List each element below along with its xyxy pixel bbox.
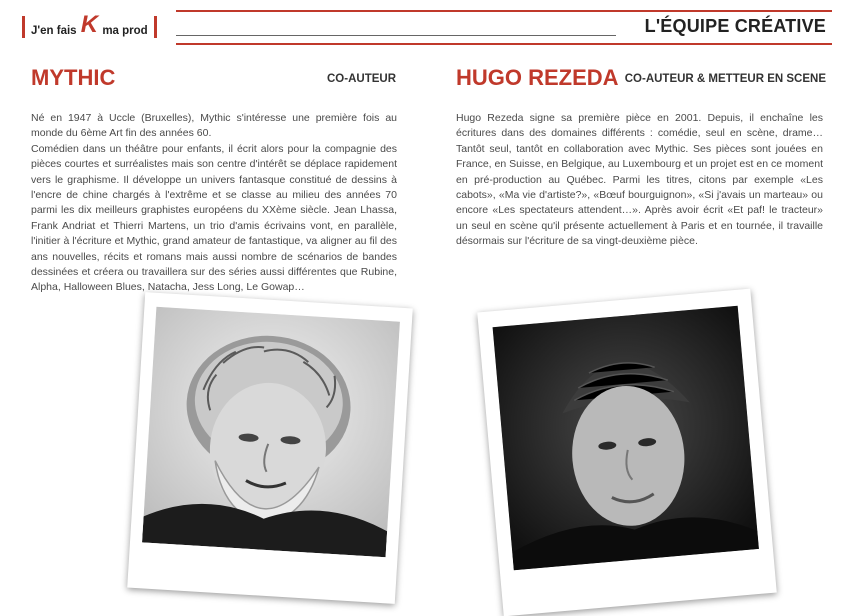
person-bio-right: Hugo Rezeda signe sa première pièce en 2001. Depuis, il enchaîne les écritures dans des domaines différents : comédie, seul en scène, drame… Tantôt seul, tantôt en collaboration avec Mythic. Ses pièces sont jouées en France, en Suisse, en Belgique, au Luxembourg et un projet est en ce moment en pré-production au Québec. Parmi les titres, citons par exemple «Les cabots», «Ma vie d'artiste?», «Bœuf bourguignon», «Si j'avais un marteau» ou encore «Les spectateurs attendent…». Après avoir écrit «Et paf! le tracteur» un seul en scène qu'il présente actuellement à Paris et en tournée, il travaille désormais sur l'écriture de sa vingt-deuxième pièce.	[456, 112, 823, 248]
portrait-photo-right	[493, 306, 759, 571]
person-name-right: HUGO REZEDA	[456, 65, 619, 90]
logo-wordmark	[25, 13, 154, 41]
photo-frame-right	[477, 289, 777, 616]
logo-text-left: J'en fais	[31, 25, 77, 37]
logo-k-mark: K	[80, 11, 99, 38]
person-role-right: CO-AUTEUR & METTEUR EN SCENE	[624, 73, 826, 85]
photo-frame-left	[127, 292, 413, 604]
person-role-left: CO-AUTEUR	[327, 73, 396, 85]
page-title: L'ÉQUIPE CRÉATIVE	[644, 16, 826, 36]
portrait-photo-left	[142, 307, 400, 557]
header-rule-bottom	[176, 43, 832, 45]
logo-right-bar	[154, 16, 157, 38]
person-bio-left: Né en 1947 à Uccle (Bruxelles), Mythic s'intéresse une première fois au monde du 6ème Art fin des années 60. Comédien dans un théâtre pour enfants, il écrit alors pour la compagnie des pièces courtes et surréalistes mais son centre d'intérêt se déplace rapidement vers le graphisme. Il développe un univers fantasque constitué de dessins à l'encre de chine chargés à l'extrême et se classe au milieu des années 70 parmi les dix meilleurs graphistes européens du XXème siècle. Jean Lhassa, Frank Andriat et Thierri Martens, un trio d'amis écrivains vont, en parallèle, l'initier à l'écriture et Mythic, grand amateur de fantastique, va aligner au fil des ans nouvelles, récits et romans mais aussi nombre de scénarios de bandes dessinées et créera ou travaillera sur des séries aussi différentes que Rubine, Alpha, Halloween Blues, Natacha, Jess Long, Le Gowap…	[31, 112, 397, 294]
person-name-left: MYTHIC	[31, 65, 116, 90]
header-rule-top	[176, 10, 832, 12]
header-rule-middle	[176, 35, 616, 36]
brand-logo	[22, 11, 157, 40]
logo-text-right: ma prod	[102, 25, 148, 37]
